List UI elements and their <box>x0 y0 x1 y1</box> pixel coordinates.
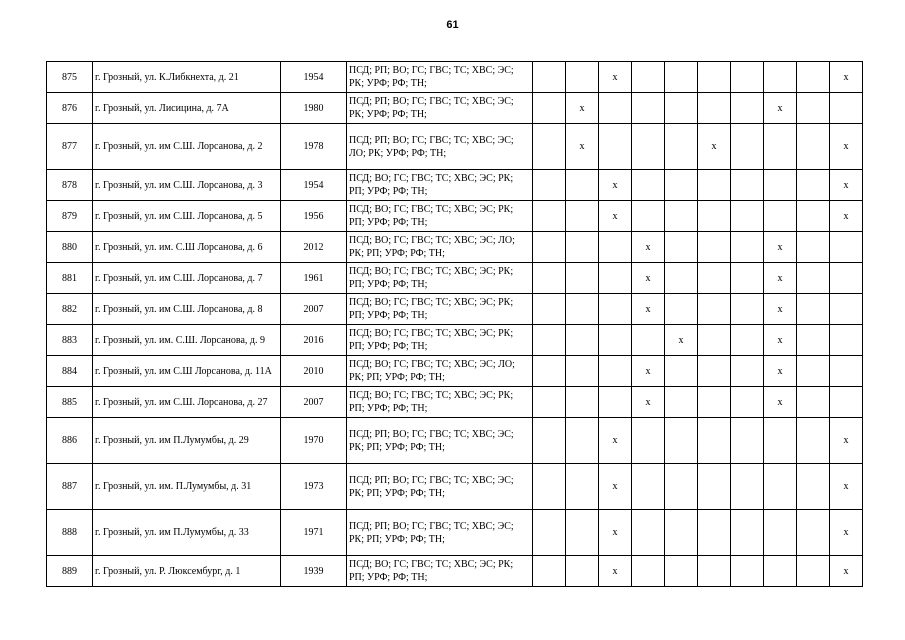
mark-cell: x <box>830 418 863 464</box>
mark-cell <box>731 62 764 93</box>
mark-cell <box>764 124 797 170</box>
mark-cell <box>731 556 764 587</box>
mark-cell <box>698 62 731 93</box>
mark-cell <box>665 418 698 464</box>
row-number-cell: 875 <box>47 62 93 93</box>
mark-cell <box>599 263 632 294</box>
mark-cell <box>566 325 599 356</box>
mark-cell: x <box>665 325 698 356</box>
mark-cell <box>665 232 698 263</box>
row-number-cell: 881 <box>47 263 93 294</box>
mark-cell <box>665 556 698 587</box>
systems-cell: ПСД; ВО; ГС; ГВС; ТС; ХВС; ЭС; РК; РП; УРФ; РФ; ТН; <box>347 387 533 418</box>
mark-cell: x <box>764 93 797 124</box>
row-number-cell: 886 <box>47 418 93 464</box>
mark-cell: x <box>830 124 863 170</box>
mark-cell <box>731 201 764 232</box>
mark-cell <box>566 556 599 587</box>
mark-cell <box>731 124 764 170</box>
year-cell: 1954 <box>281 62 347 93</box>
mark-cell <box>731 387 764 418</box>
mark-cell <box>797 418 830 464</box>
address-cell: г. Грозный, ул. им С.Ш. Лорсанова, д. 8 <box>93 294 281 325</box>
systems-cell: ПСД; ВО; ГС; ГВС; ТС; ХВС; ЭС; РК; РП; УРФ; РФ; ТН; <box>347 201 533 232</box>
mark-cell <box>632 124 665 170</box>
mark-cell: x <box>599 170 632 201</box>
year-cell: 1978 <box>281 124 347 170</box>
mark-cell <box>797 124 830 170</box>
mark-cell <box>533 418 566 464</box>
mark-cell: x <box>764 294 797 325</box>
mark-cell <box>533 464 566 510</box>
mark-cell <box>665 263 698 294</box>
mark-cell <box>533 387 566 418</box>
mark-cell <box>731 294 764 325</box>
mark-cell: x <box>599 62 632 93</box>
mark-cell: x <box>830 464 863 510</box>
mark-cell: x <box>830 510 863 556</box>
mark-cell <box>764 510 797 556</box>
mark-cell <box>533 510 566 556</box>
mark-cell <box>533 201 566 232</box>
table-row <box>47 356 863 387</box>
mark-cell <box>698 201 731 232</box>
mark-cell <box>566 387 599 418</box>
mark-cell <box>764 464 797 510</box>
mark-cell <box>566 510 599 556</box>
address-cell: г. Грозный, ул. им П.Лумумбы, д. 33 <box>93 510 281 556</box>
mark-cell <box>698 232 731 263</box>
year-cell: 1980 <box>281 93 347 124</box>
mark-cell <box>665 294 698 325</box>
mark-cell: x <box>764 232 797 263</box>
row-number-cell: 889 <box>47 556 93 587</box>
mark-cell <box>731 232 764 263</box>
mark-cell <box>731 418 764 464</box>
mark-cell <box>830 232 863 263</box>
mark-cell <box>665 356 698 387</box>
table-row <box>47 263 863 294</box>
mark-cell <box>797 464 830 510</box>
table-row <box>47 325 863 356</box>
mark-cell <box>599 93 632 124</box>
mark-cell: x <box>566 124 599 170</box>
systems-cell: ПСД; РП; ВО; ГС; ГВС; ТС; ХВС; ЭС; РК; РП; УРФ; РФ; ТН; <box>347 418 533 464</box>
mark-cell <box>632 325 665 356</box>
table-row <box>47 93 863 124</box>
address-cell: г. Грозный, ул. им. П.Лумумбы, д. 31 <box>93 464 281 510</box>
mark-cell: x <box>632 356 665 387</box>
mark-cell <box>731 325 764 356</box>
mark-cell <box>797 263 830 294</box>
table-row <box>47 201 863 232</box>
mark-cell <box>533 170 566 201</box>
mark-cell <box>764 418 797 464</box>
row-number-cell: 879 <box>47 201 93 232</box>
mark-cell <box>797 201 830 232</box>
mark-cell <box>566 62 599 93</box>
mark-cell: x <box>764 325 797 356</box>
row-number-cell: 877 <box>47 124 93 170</box>
systems-cell: ПСД; РП; ВО; ГС; ГВС; ТС; ХВС; ЭС; РК; УРФ; РФ; ТН; <box>347 62 533 93</box>
systems-cell: ПСД; ВО; ГС; ГВС; ТС; ХВС; ЭС; РК; РП; УРФ; РФ; ТН; <box>347 263 533 294</box>
address-cell: г. Грозный, ул. им. С.Ш. Лорсанова, д. 9 <box>93 325 281 356</box>
mark-cell <box>632 510 665 556</box>
mark-cell <box>797 170 830 201</box>
mark-cell: x <box>764 356 797 387</box>
mark-cell <box>533 232 566 263</box>
table-row <box>47 387 863 418</box>
mark-cell <box>797 93 830 124</box>
mark-cell <box>764 201 797 232</box>
table-row <box>47 124 863 170</box>
mark-cell <box>533 93 566 124</box>
mark-cell <box>698 418 731 464</box>
address-cell: г. Грозный, ул. Лисицина, д. 7А <box>93 93 281 124</box>
mark-cell <box>533 62 566 93</box>
mark-cell <box>632 93 665 124</box>
mark-cell <box>599 356 632 387</box>
address-cell: г. Грозный, ул. им С.Ш. Лорсанова, д. 27 <box>93 387 281 418</box>
mark-cell <box>566 263 599 294</box>
mark-cell <box>797 387 830 418</box>
mark-cell <box>566 232 599 263</box>
page-number: 61 <box>446 19 459 31</box>
year-cell: 1939 <box>281 556 347 587</box>
mark-cell: x <box>599 510 632 556</box>
mark-cell <box>830 294 863 325</box>
address-cell: г. Грозный, ул. им. С.Ш Лорсанова, д. 6 <box>93 232 281 263</box>
mark-cell <box>698 387 731 418</box>
mark-cell <box>764 62 797 93</box>
mark-cell <box>731 356 764 387</box>
mark-cell <box>599 294 632 325</box>
mark-cell <box>599 325 632 356</box>
address-cell: г. Грозный, ул. Р. Люксембург, д. 1 <box>93 556 281 587</box>
mark-cell: x <box>830 201 863 232</box>
year-cell: 2007 <box>281 387 347 418</box>
row-number-cell: 887 <box>47 464 93 510</box>
mark-cell <box>764 170 797 201</box>
mark-cell <box>698 464 731 510</box>
mark-cell <box>665 510 698 556</box>
row-number-cell: 883 <box>47 325 93 356</box>
address-cell: г. Грозный, ул. им С.Ш Лорсанова, д. 11А <box>93 356 281 387</box>
mark-cell: x <box>566 93 599 124</box>
address-cell: г. Грозный, ул. им С.Ш. Лорсанова, д. 5 <box>93 201 281 232</box>
address-cell: г. Грозный, ул. им С.Ш. Лорсанова, д. 7 <box>93 263 281 294</box>
building-registry-table <box>46 61 863 587</box>
row-number-cell: 878 <box>47 170 93 201</box>
systems-cell: ПСД; ВО; ГС; ГВС; ТС; ХВС; ЭС; ЛО; РК; РП; УРФ; РФ; ТН; <box>347 232 533 263</box>
row-number-cell: 876 <box>47 93 93 124</box>
mark-cell <box>566 418 599 464</box>
address-cell: г. Грозный, ул. им С.Ш. Лорсанова, д. 3 <box>93 170 281 201</box>
mark-cell <box>731 263 764 294</box>
row-number-cell: 882 <box>47 294 93 325</box>
year-cell: 1973 <box>281 464 347 510</box>
systems-cell: ПСД; РП; ВО; ГС; ГВС; ТС; ХВС; ЭС; РК; РП; УРФ; РФ; ТН; <box>347 510 533 556</box>
mark-cell <box>731 464 764 510</box>
mark-cell: x <box>764 263 797 294</box>
mark-cell <box>533 294 566 325</box>
mark-cell: x <box>830 62 863 93</box>
mark-cell: x <box>599 556 632 587</box>
table-row <box>47 510 863 556</box>
mark-cell <box>665 62 698 93</box>
mark-cell <box>764 556 797 587</box>
table-row <box>47 170 863 201</box>
mark-cell <box>599 387 632 418</box>
systems-cell: ПСД; ВО; ГС; ГВС; ТС; ХВС; ЭС; РК; РП; УРФ; РФ; ТН; <box>347 170 533 201</box>
mark-cell <box>632 464 665 510</box>
systems-cell: ПСД; РП; ВО; ГС; ГВС; ТС; ХВС; ЭС; ЛО; РК; УРФ; РФ; ТН; <box>347 124 533 170</box>
mark-cell <box>797 510 830 556</box>
mark-cell <box>797 294 830 325</box>
mark-cell <box>698 263 731 294</box>
table-row <box>47 556 863 587</box>
mark-cell <box>665 387 698 418</box>
year-cell: 1961 <box>281 263 347 294</box>
mark-cell <box>830 263 863 294</box>
mark-cell <box>830 356 863 387</box>
mark-cell <box>797 325 830 356</box>
row-number-cell: 884 <box>47 356 93 387</box>
address-cell: г. Грозный, ул. им С.Ш. Лорсанова, д. 2 <box>93 124 281 170</box>
mark-cell <box>665 170 698 201</box>
mark-cell <box>698 93 731 124</box>
mark-cell <box>632 556 665 587</box>
table-row <box>47 232 863 263</box>
systems-cell: ПСД; ВО; ГС; ГВС; ТС; ХВС; ЭС; РК; РП; УРФ; РФ; ТН; <box>347 556 533 587</box>
mark-cell: x <box>632 263 665 294</box>
mark-cell: x <box>830 556 863 587</box>
mark-cell <box>698 556 731 587</box>
table-row <box>47 294 863 325</box>
mark-cell <box>665 124 698 170</box>
mark-cell <box>566 294 599 325</box>
year-cell: 1954 <box>281 170 347 201</box>
year-cell: 1956 <box>281 201 347 232</box>
mark-cell <box>731 510 764 556</box>
mark-cell <box>566 170 599 201</box>
systems-cell: ПСД; РП; ВО; ГС; ГВС; ТС; ХВС; ЭС; РК; РП; УРФ; РФ; ТН; <box>347 464 533 510</box>
mark-cell <box>533 325 566 356</box>
mark-cell <box>533 124 566 170</box>
table-row <box>47 464 863 510</box>
row-number-cell: 888 <box>47 510 93 556</box>
mark-cell: x <box>632 294 665 325</box>
mark-cell <box>632 418 665 464</box>
address-cell: г. Грозный, ул. К.Либкнехта, д. 21 <box>93 62 281 93</box>
mark-cell: x <box>764 387 797 418</box>
year-cell: 2016 <box>281 325 347 356</box>
mark-cell <box>698 510 731 556</box>
mark-cell: x <box>632 232 665 263</box>
year-cell: 1970 <box>281 418 347 464</box>
mark-cell <box>698 356 731 387</box>
mark-cell: x <box>599 418 632 464</box>
mark-cell <box>665 93 698 124</box>
mark-cell <box>797 232 830 263</box>
mark-cell: x <box>830 170 863 201</box>
address-cell: г. Грозный, ул. им П.Лумумбы, д. 29 <box>93 418 281 464</box>
table-row <box>47 418 863 464</box>
mark-cell <box>698 325 731 356</box>
mark-cell <box>599 124 632 170</box>
mark-cell: x <box>599 464 632 510</box>
mark-cell <box>632 170 665 201</box>
mark-cell <box>797 62 830 93</box>
mark-cell <box>632 201 665 232</box>
systems-cell: ПСД; РП; ВО; ГС; ГВС; ТС; ХВС; ЭС; РК; УРФ; РФ; ТН; <box>347 93 533 124</box>
mark-cell: x <box>698 124 731 170</box>
systems-cell: ПСД; ВО; ГС; ГВС; ТС; ХВС; ЭС; ЛО; РК; РП; УРФ; РФ; ТН; <box>347 356 533 387</box>
mark-cell <box>830 93 863 124</box>
year-cell: 1971 <box>281 510 347 556</box>
mark-cell <box>566 464 599 510</box>
mark-cell: x <box>632 387 665 418</box>
mark-cell <box>533 263 566 294</box>
row-number-cell: 885 <box>47 387 93 418</box>
mark-cell <box>830 325 863 356</box>
mark-cell <box>665 464 698 510</box>
mark-cell <box>665 201 698 232</box>
mark-cell <box>698 294 731 325</box>
mark-cell <box>797 556 830 587</box>
systems-cell: ПСД; ВО; ГС; ГВС; ТС; ХВС; ЭС; РК; РП; УРФ; РФ; ТН; <box>347 325 533 356</box>
year-cell: 2010 <box>281 356 347 387</box>
systems-cell: ПСД; ВО; ГС; ГВС; ТС; ХВС; ЭС; РК; РП; УРФ; РФ; ТН; <box>347 294 533 325</box>
mark-cell <box>731 170 764 201</box>
mark-cell: x <box>599 201 632 232</box>
mark-cell <box>533 356 566 387</box>
mark-cell <box>731 93 764 124</box>
mark-cell <box>797 356 830 387</box>
row-number-cell: 880 <box>47 232 93 263</box>
mark-cell <box>830 387 863 418</box>
mark-cell <box>599 232 632 263</box>
year-cell: 2007 <box>281 294 347 325</box>
year-cell: 2012 <box>281 232 347 263</box>
mark-cell <box>566 201 599 232</box>
table-row <box>47 62 863 93</box>
mark-cell <box>698 170 731 201</box>
mark-cell <box>566 356 599 387</box>
mark-cell <box>632 62 665 93</box>
mark-cell <box>533 556 566 587</box>
